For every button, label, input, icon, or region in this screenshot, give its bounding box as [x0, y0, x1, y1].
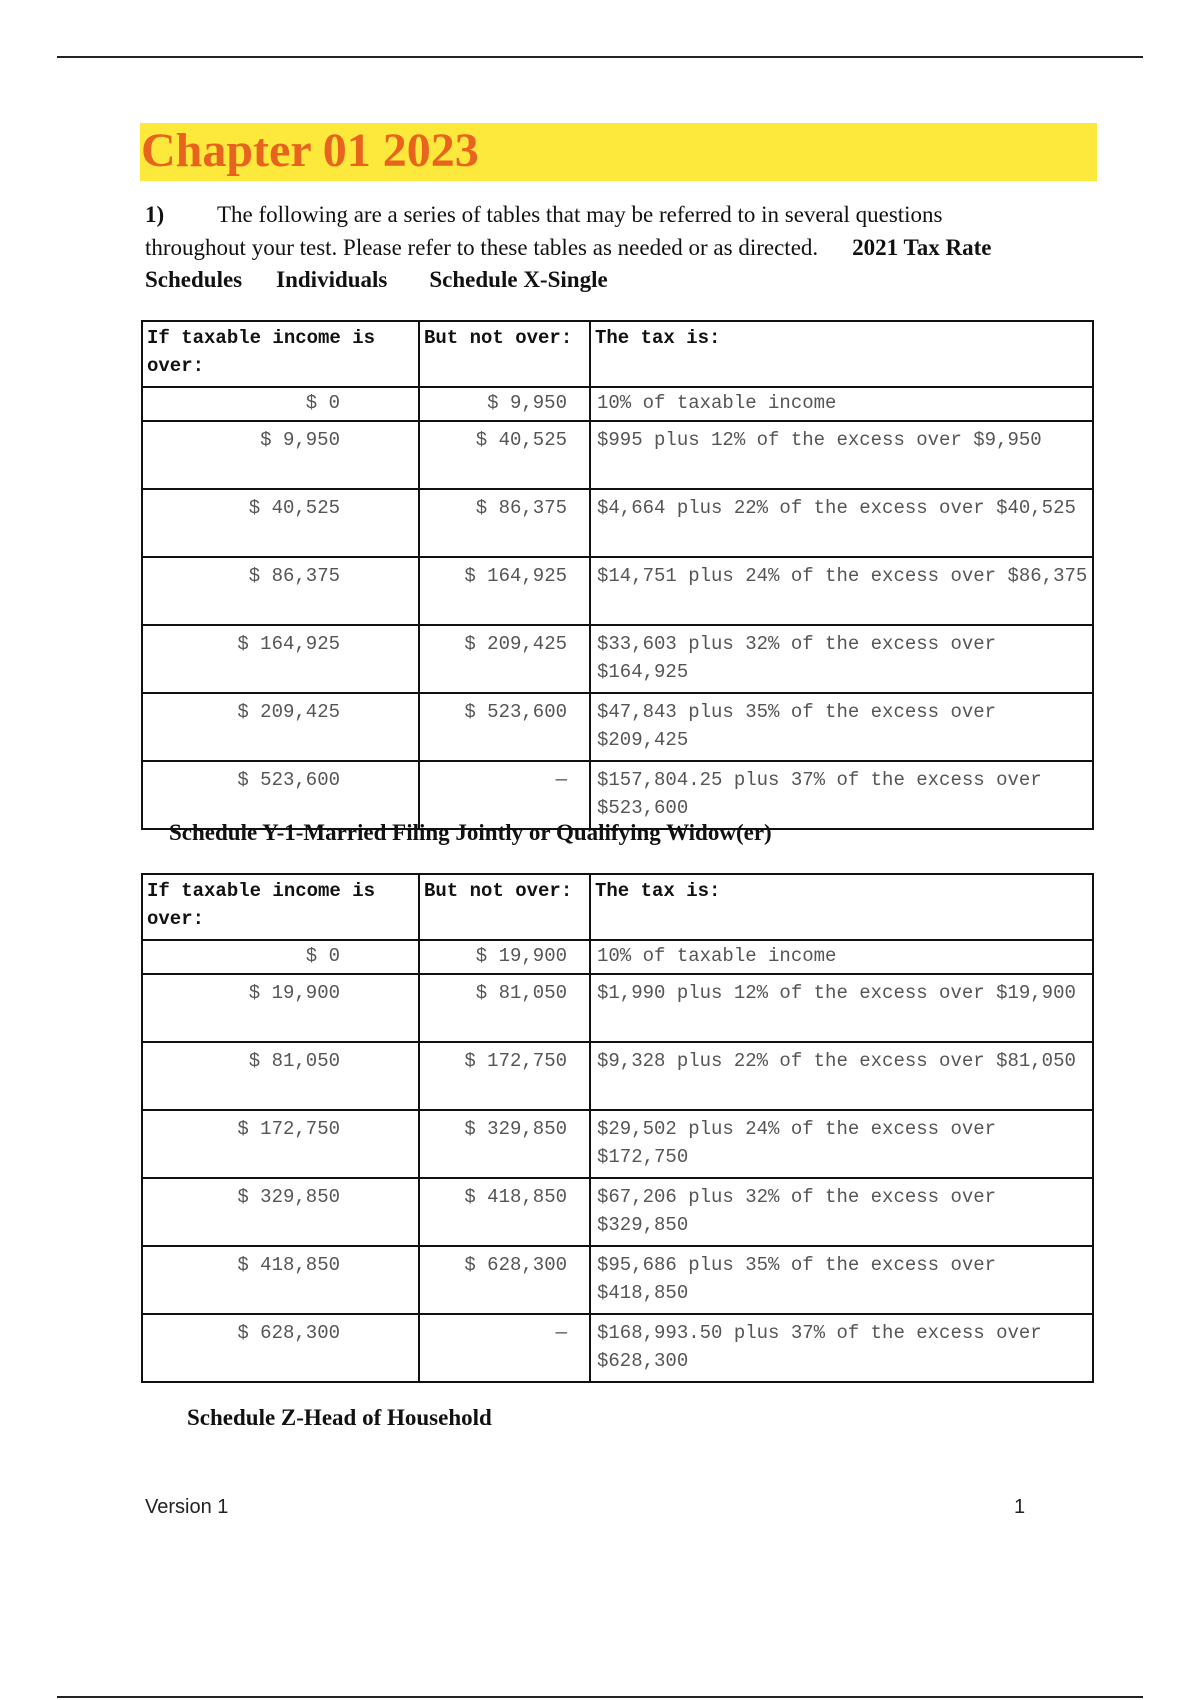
- cell-not-over: $ 40,525: [419, 421, 590, 489]
- cell-tax: $1,990 plus 12% of the excess over $19,900: [590, 974, 1093, 1042]
- question-intro: [145, 199, 1045, 297]
- table-row: [142, 625, 1093, 693]
- top-rule: [57, 56, 1143, 58]
- cell-over: $ 19,900: [142, 974, 419, 1042]
- footer-version: Version 1: [145, 1496, 229, 1518]
- cell-over: $ 172,750: [142, 1110, 419, 1178]
- cell-over: $ 40,525: [142, 489, 419, 557]
- cell-not-over: $ 164,925: [419, 557, 590, 625]
- header-over: If taxable income is over:: [142, 874, 419, 940]
- cell-over: $ 0: [142, 940, 419, 974]
- cell-tax: $168,993.50 plus 37% of the excess over $628,300: [590, 1314, 1093, 1382]
- cell-tax: $67,206 plus 32% of the excess over $329,850: [590, 1178, 1093, 1246]
- table-row: [142, 1042, 1093, 1110]
- rate-schedules-label: 2021 Tax Rate Schedules: [145, 234, 992, 292]
- cell-tax: $14,751 plus 24% of the excess over $86,375: [590, 557, 1093, 625]
- cell-over: $ 81,050: [142, 1042, 419, 1110]
- cell-over: $ 0: [142, 387, 419, 421]
- cell-not-over: $ 86,375: [419, 489, 590, 557]
- cell-tax: 10% of taxable income: [590, 940, 1093, 974]
- header-not-over: But not over:: [419, 874, 590, 940]
- table-row: [142, 693, 1093, 761]
- cell-tax: $9,328 plus 22% of the excess over $81,050: [590, 1042, 1093, 1110]
- cell-over: $ 418,850: [142, 1246, 419, 1314]
- cell-not-over: —: [419, 761, 590, 829]
- table-row: [142, 1246, 1093, 1314]
- cell-tax: $4,664 plus 22% of the excess over $40,525: [590, 489, 1093, 557]
- cell-tax: $33,603 plus 32% of the excess over $164,925: [590, 625, 1093, 693]
- header-tax: The tax is:: [590, 874, 1093, 940]
- cell-over: $ 628,300: [142, 1314, 419, 1382]
- header-not-over: But not over:: [419, 321, 590, 387]
- table-header-row: [142, 321, 1093, 387]
- cell-not-over: $ 628,300: [419, 1246, 590, 1314]
- table-row: [142, 489, 1093, 557]
- chapter-title: Chapter 01 2023: [141, 124, 479, 177]
- cell-over: $ 523,600: [142, 761, 419, 829]
- cell-tax: $157,804.25 plus 37% of the excess over $523,600: [590, 761, 1093, 829]
- cell-tax: $47,843 plus 35% of the excess over $209,425: [590, 693, 1093, 761]
- cell-over: $ 9,950: [142, 421, 419, 489]
- cell-tax: 10% of taxable income: [590, 387, 1093, 421]
- table-row: [142, 1110, 1093, 1178]
- table-row: [142, 1314, 1093, 1382]
- schedule-z-heading: Schedule Z-Head of Household: [187, 1405, 492, 1430]
- cell-not-over: $ 329,850: [419, 1110, 590, 1178]
- cell-not-over: —: [419, 1314, 590, 1382]
- cell-not-over: $ 418,850: [419, 1178, 590, 1246]
- cell-over: $ 209,425: [142, 693, 419, 761]
- schedule-y-table: [141, 873, 1094, 1383]
- table-row: [142, 940, 1093, 974]
- bottom-rule: [57, 1696, 1143, 1698]
- table-row: [142, 421, 1093, 489]
- table-row: [142, 974, 1093, 1042]
- question-number: 1): [145, 202, 165, 227]
- schedule-x-table: [141, 320, 1094, 830]
- header-over: If taxable income is over:: [142, 321, 419, 387]
- question-text: The following are a series of tables that may be referred to in several questions throughout your test. Please refer to these tables as needed or as directed.: [145, 202, 943, 260]
- cell-tax: $29,502 plus 24% of the excess over $172,750: [590, 1110, 1093, 1178]
- cell-not-over: $ 19,900: [419, 940, 590, 974]
- cell-not-over: $ 81,050: [419, 974, 590, 1042]
- cell-not-over: $ 523,600: [419, 693, 590, 761]
- schedule-x-heading: Schedule X-Single: [429, 267, 608, 292]
- cell-tax: $95,686 plus 35% of the excess over $418,850: [590, 1246, 1093, 1314]
- table-row: [142, 387, 1093, 421]
- cell-not-over: $ 172,750: [419, 1042, 590, 1110]
- schedule-y-heading: Schedule Y-1-Married Filing Jointly or Qualifying Widow(er): [169, 820, 772, 845]
- cell-over: $ 329,850: [142, 1178, 419, 1246]
- table-row: [142, 761, 1093, 829]
- header-tax: The tax is:: [590, 321, 1093, 387]
- table-header-row: [142, 874, 1093, 940]
- cell-not-over: $ 209,425: [419, 625, 590, 693]
- table-row: [142, 557, 1093, 625]
- footer-page-number: 1: [1014, 1496, 1026, 1518]
- cell-over: $ 164,925: [142, 625, 419, 693]
- cell-not-over: $ 9,950: [419, 387, 590, 421]
- cell-over: $ 86,375: [142, 557, 419, 625]
- cell-tax: $995 plus 12% of the excess over $9,950: [590, 421, 1093, 489]
- table-row: [142, 1178, 1093, 1246]
- individuals-label: Individuals: [276, 267, 388, 292]
